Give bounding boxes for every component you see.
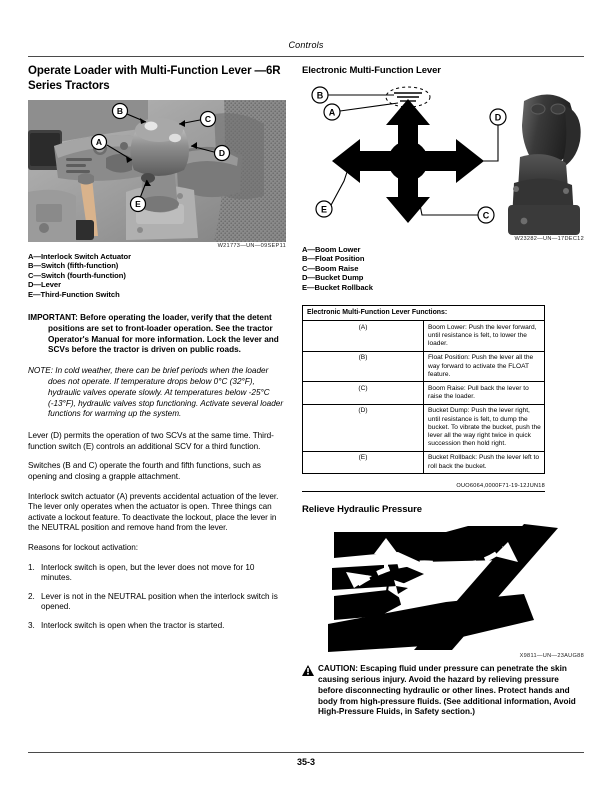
figure-multifunction-lever: [28, 100, 286, 249]
list-item-text: Lever is not in the NEUTRAL position when the interlock switch is opened.: [41, 591, 278, 612]
left-column: [28, 64, 286, 640]
table-cell-key: (A): [303, 321, 424, 352]
table-cell-desc: Float Position: Push the lever all the way forward to activate the FLOAT feature.: [424, 351, 545, 382]
legend-item: D—Bucket Dump: [302, 273, 364, 283]
svg-text:A: A: [95, 137, 103, 147]
list-item-text: Interlock switch is open, but the lever does not move for 10 minutes.: [41, 562, 255, 583]
caution-text: CAUTION: Escaping fluid under pressure can penetrate the skin causing serious injury. Avoid the hazard by relieving pressure before disconnecting hydraulic or other lines. Protect hands and body from high-pressure fluids. (See additional information, Avoid High-Pressure Fluids, in Safety section.): [318, 664, 576, 717]
svg-text:E: E: [320, 204, 328, 215]
important-notice: IMPORTANT: Before operating the loader, verify that the detent positions are set to front-loader operation. See the tractor Operator's Manual for more information. Lock the lever and SCVs before the tractor is driven on public roads.: [28, 313, 279, 355]
body-paragraph: Interlock switch actuator (A) prevents accidental actuation of the lever. The lever only operates when the actuator is open. Three things can activate a lockout feature. To deactivate the lockout, place the lever in the NEUTRAL position and remove hand from the lever.: [28, 491, 279, 533]
table-cell-key: (B): [303, 351, 424, 382]
table-row: [303, 321, 545, 352]
table-cell-desc: Boom Lower: Push the lever forward, until resistance is felt, to lower the loader.: [424, 321, 545, 352]
body-paragraph: Lever (D) permits the operation of two SCVs at the same time. Third-function switch (E) controls an additional SCV for a third function.: [28, 431, 274, 451]
legend-item: D—Lever: [28, 280, 61, 290]
table-cell-key: (D): [303, 404, 424, 451]
lever-functions-table: [302, 305, 545, 474]
figure-legend-right: [302, 245, 584, 292]
table-header-label: Electronic Multi-Function Lever Functions:: [303, 306, 545, 321]
caution-notice: [302, 664, 584, 718]
legend-item: E—Bucket Rollback: [302, 282, 373, 292]
section-title-electronic-lever: Electronic Multi-Function Lever: [302, 65, 441, 76]
list-item-number: 2.: [28, 591, 35, 601]
table-cell-desc: Boom Raise: Pull back the lever to raise the loader.: [424, 382, 545, 404]
legend-item: E—Third-Function Switch: [28, 289, 120, 299]
document-reference-code: OUO6064,0000F71-19-12JUN18: [456, 483, 545, 490]
list-item: [28, 563, 286, 584]
list-item-number: 1.: [28, 562, 35, 572]
list-item-number: 3.: [28, 620, 35, 630]
svg-text:A: A: [328, 107, 336, 118]
figure-caption: X9811—UN—23AUG88: [519, 653, 584, 660]
svg-text:D: D: [218, 148, 226, 158]
table-header-row: [303, 306, 545, 321]
lockout-reasons-intro: Reasons for lockout activation:: [28, 542, 138, 552]
svg-text:B: B: [316, 90, 324, 101]
list-item: [28, 592, 286, 613]
page-number: 35-3: [296, 757, 315, 767]
table-cell-key: (E): [303, 451, 424, 473]
section-divider: [302, 491, 545, 492]
figure-hydraulic-pressure: [302, 524, 584, 659]
svg-text:C: C: [482, 210, 490, 221]
table-row: [303, 382, 545, 404]
right-column: [302, 64, 584, 718]
table-cell-desc: Bucket Rollback: Push the lever left to roll back the bucket.: [424, 451, 545, 473]
legend-item: A—Interlock Switch Actuator: [28, 252, 132, 261]
legend-item: B—Switch (fifth-function): [28, 261, 119, 271]
header-rule: [28, 56, 584, 57]
figure-legend-left: [28, 252, 286, 299]
table-row: [303, 451, 545, 473]
direction-diagram: [302, 85, 584, 235]
table-cell-desc: Bucket Dump: Push the lever right, until resistance is felt, to dump the bucket. To vibrate the bucket, push the lever all the way right twice in quick succession then hold right.: [424, 404, 545, 451]
figure-lever-directions: [302, 85, 584, 242]
table-row: [303, 404, 545, 451]
svg-text:D: D: [494, 112, 502, 123]
legend-item: C—Boom Raise: [302, 263, 359, 273]
figure-caption: W21773—UN—09SEP11: [217, 243, 286, 249]
figure-caption: W23282—UN—17DEC12: [514, 236, 584, 242]
legend-item: C—Switch (fourth-function): [28, 270, 126, 280]
svg-text:E: E: [135, 199, 141, 209]
pressure-hazard-illustration: [302, 524, 584, 652]
body-paragraph: Switches (B and C) operate the fourth and fifth functions, such as opening and closing a grapple attachment.: [28, 461, 261, 481]
list-item-text: Interlock switch is open when the tractor is started.: [41, 620, 225, 630]
running-header-title: Controls: [288, 40, 324, 50]
table-cell-key: (C): [303, 382, 424, 404]
lockout-reasons-list: [28, 563, 286, 632]
warning-triangle-icon: [302, 665, 314, 676]
list-item: [28, 621, 286, 632]
legend-item: B—Float Position: [302, 254, 365, 264]
legend-item: A—Boom Lower: [302, 245, 361, 254]
svg-text:B: B: [116, 106, 124, 116]
svg-text:C: C: [204, 114, 212, 124]
footer-rule: [28, 752, 584, 753]
note-text: NOTE: In cold weather, there can be brief periods when the loader does not operate. If temperature drops below 0°C (32°F), hydraulic valves operate slowly. At temperatures below -25°C (-13°F), hydraulic valves stop functioning. Activate several loader functions for warming up the system.: [28, 366, 284, 419]
lever-photo: [28, 100, 286, 242]
section-title-relieve-pressure: Relieve Hydraulic Pressure: [302, 504, 422, 516]
table-row: [303, 351, 545, 382]
page-title: Operate Loader with Multi-Function Lever —6R Series Tractors: [28, 65, 281, 92]
